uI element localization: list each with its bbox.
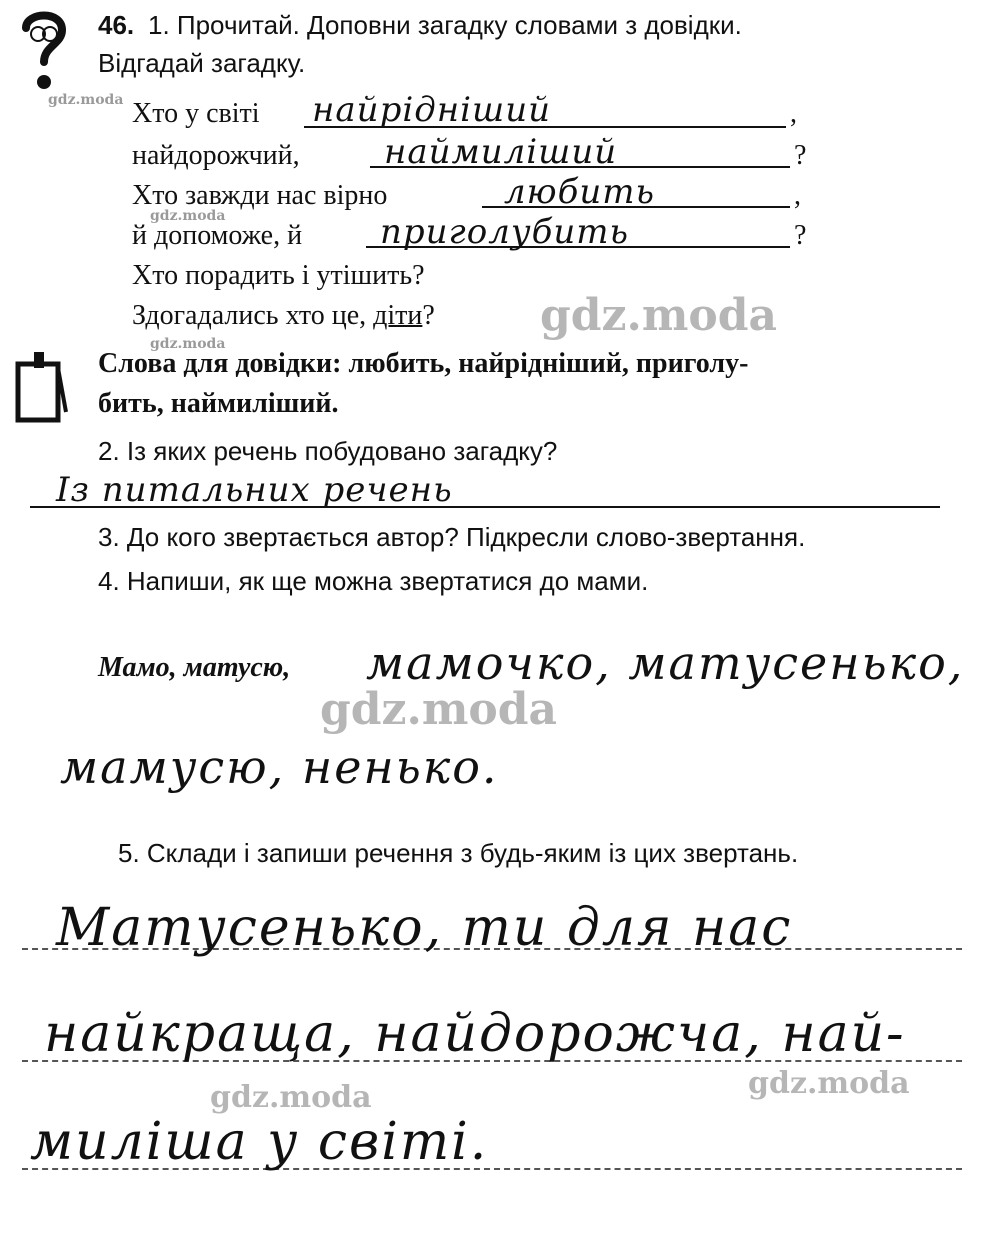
notebook-icon xyxy=(12,348,72,428)
riddle-line-1: Хто у світі xyxy=(132,98,260,129)
task2-answer: Із питальних речень xyxy=(56,470,453,510)
watermark: gdz.moda xyxy=(320,684,558,735)
task2-question: 2. Із яких речень побудовано загадку? xyxy=(98,436,558,466)
task3-question: 3. До кого звертається автор? Підкресли слово-звертання. xyxy=(98,522,806,552)
riddle-answer-4: приголубить xyxy=(380,212,629,252)
watermark-small: gdz.moda xyxy=(48,92,124,108)
task4-printed-start: Мамо, матусю, xyxy=(98,652,291,683)
riddle-line-3: Хто завжди нас вірно xyxy=(132,180,388,211)
hint-line-2: бить, наймиліший. xyxy=(98,388,339,419)
watermark-small: gdz.moda xyxy=(150,208,226,224)
exercise-number: 46. xyxy=(98,10,135,40)
riddle-answer-3: любить xyxy=(504,172,655,212)
riddle-line-6-text: Здогадались хто це, xyxy=(132,300,367,331)
task5-question: 5. Склади і запиши речення з будь-яким із цих звертань. xyxy=(118,838,799,868)
task5-answer-line-1: Матусенько, ти для нас xyxy=(56,898,793,958)
watermark-small: gdz.moda xyxy=(150,336,226,352)
task5-answer-line-2: найкраща, найдорожча, най- xyxy=(44,1004,906,1064)
question-mark-icon xyxy=(14,6,74,96)
watermark: gdz.moda xyxy=(748,1066,910,1101)
riddle-line-2: найдорожчий, xyxy=(132,140,300,171)
task4-answer-2: мамусю, ненько. xyxy=(60,740,499,794)
riddle-punct-2: ? xyxy=(794,140,807,171)
riddle-address-word: діти xyxy=(373,300,423,331)
task5-answer-line-3: миліша у світі. xyxy=(30,1112,489,1172)
task1-instruction: 1. Прочитай. Доповни загадку словами з довідки. xyxy=(148,10,742,40)
riddle-punct-4: ? xyxy=(794,220,807,251)
task4-question: 4. Напиши, як ще можна звертатися до мами. xyxy=(98,566,649,596)
task4-answer-1: мамочко, матусенько, xyxy=(366,636,965,690)
task1-instruction-cont: Відгадай загадку. xyxy=(98,48,306,78)
watermark: gdz.moda xyxy=(210,1080,372,1115)
riddle-answer-1: найрідніший xyxy=(312,90,552,130)
riddle-answer-2: наймиліший xyxy=(384,132,618,172)
hint-line-1: Слова для довідки: любить, найрідніший, приголу- xyxy=(98,348,749,379)
riddle-punct-1: , xyxy=(790,98,797,129)
riddle-punct-6: ? xyxy=(422,300,435,331)
riddle-punct-3: , xyxy=(794,180,801,211)
riddle-line-6 xyxy=(132,300,435,332)
riddle-line-5: Хто порадить і утішить? xyxy=(132,260,425,291)
watermark: gdz.moda xyxy=(540,290,778,341)
riddle-line-4: й допоможе, й xyxy=(132,220,303,251)
